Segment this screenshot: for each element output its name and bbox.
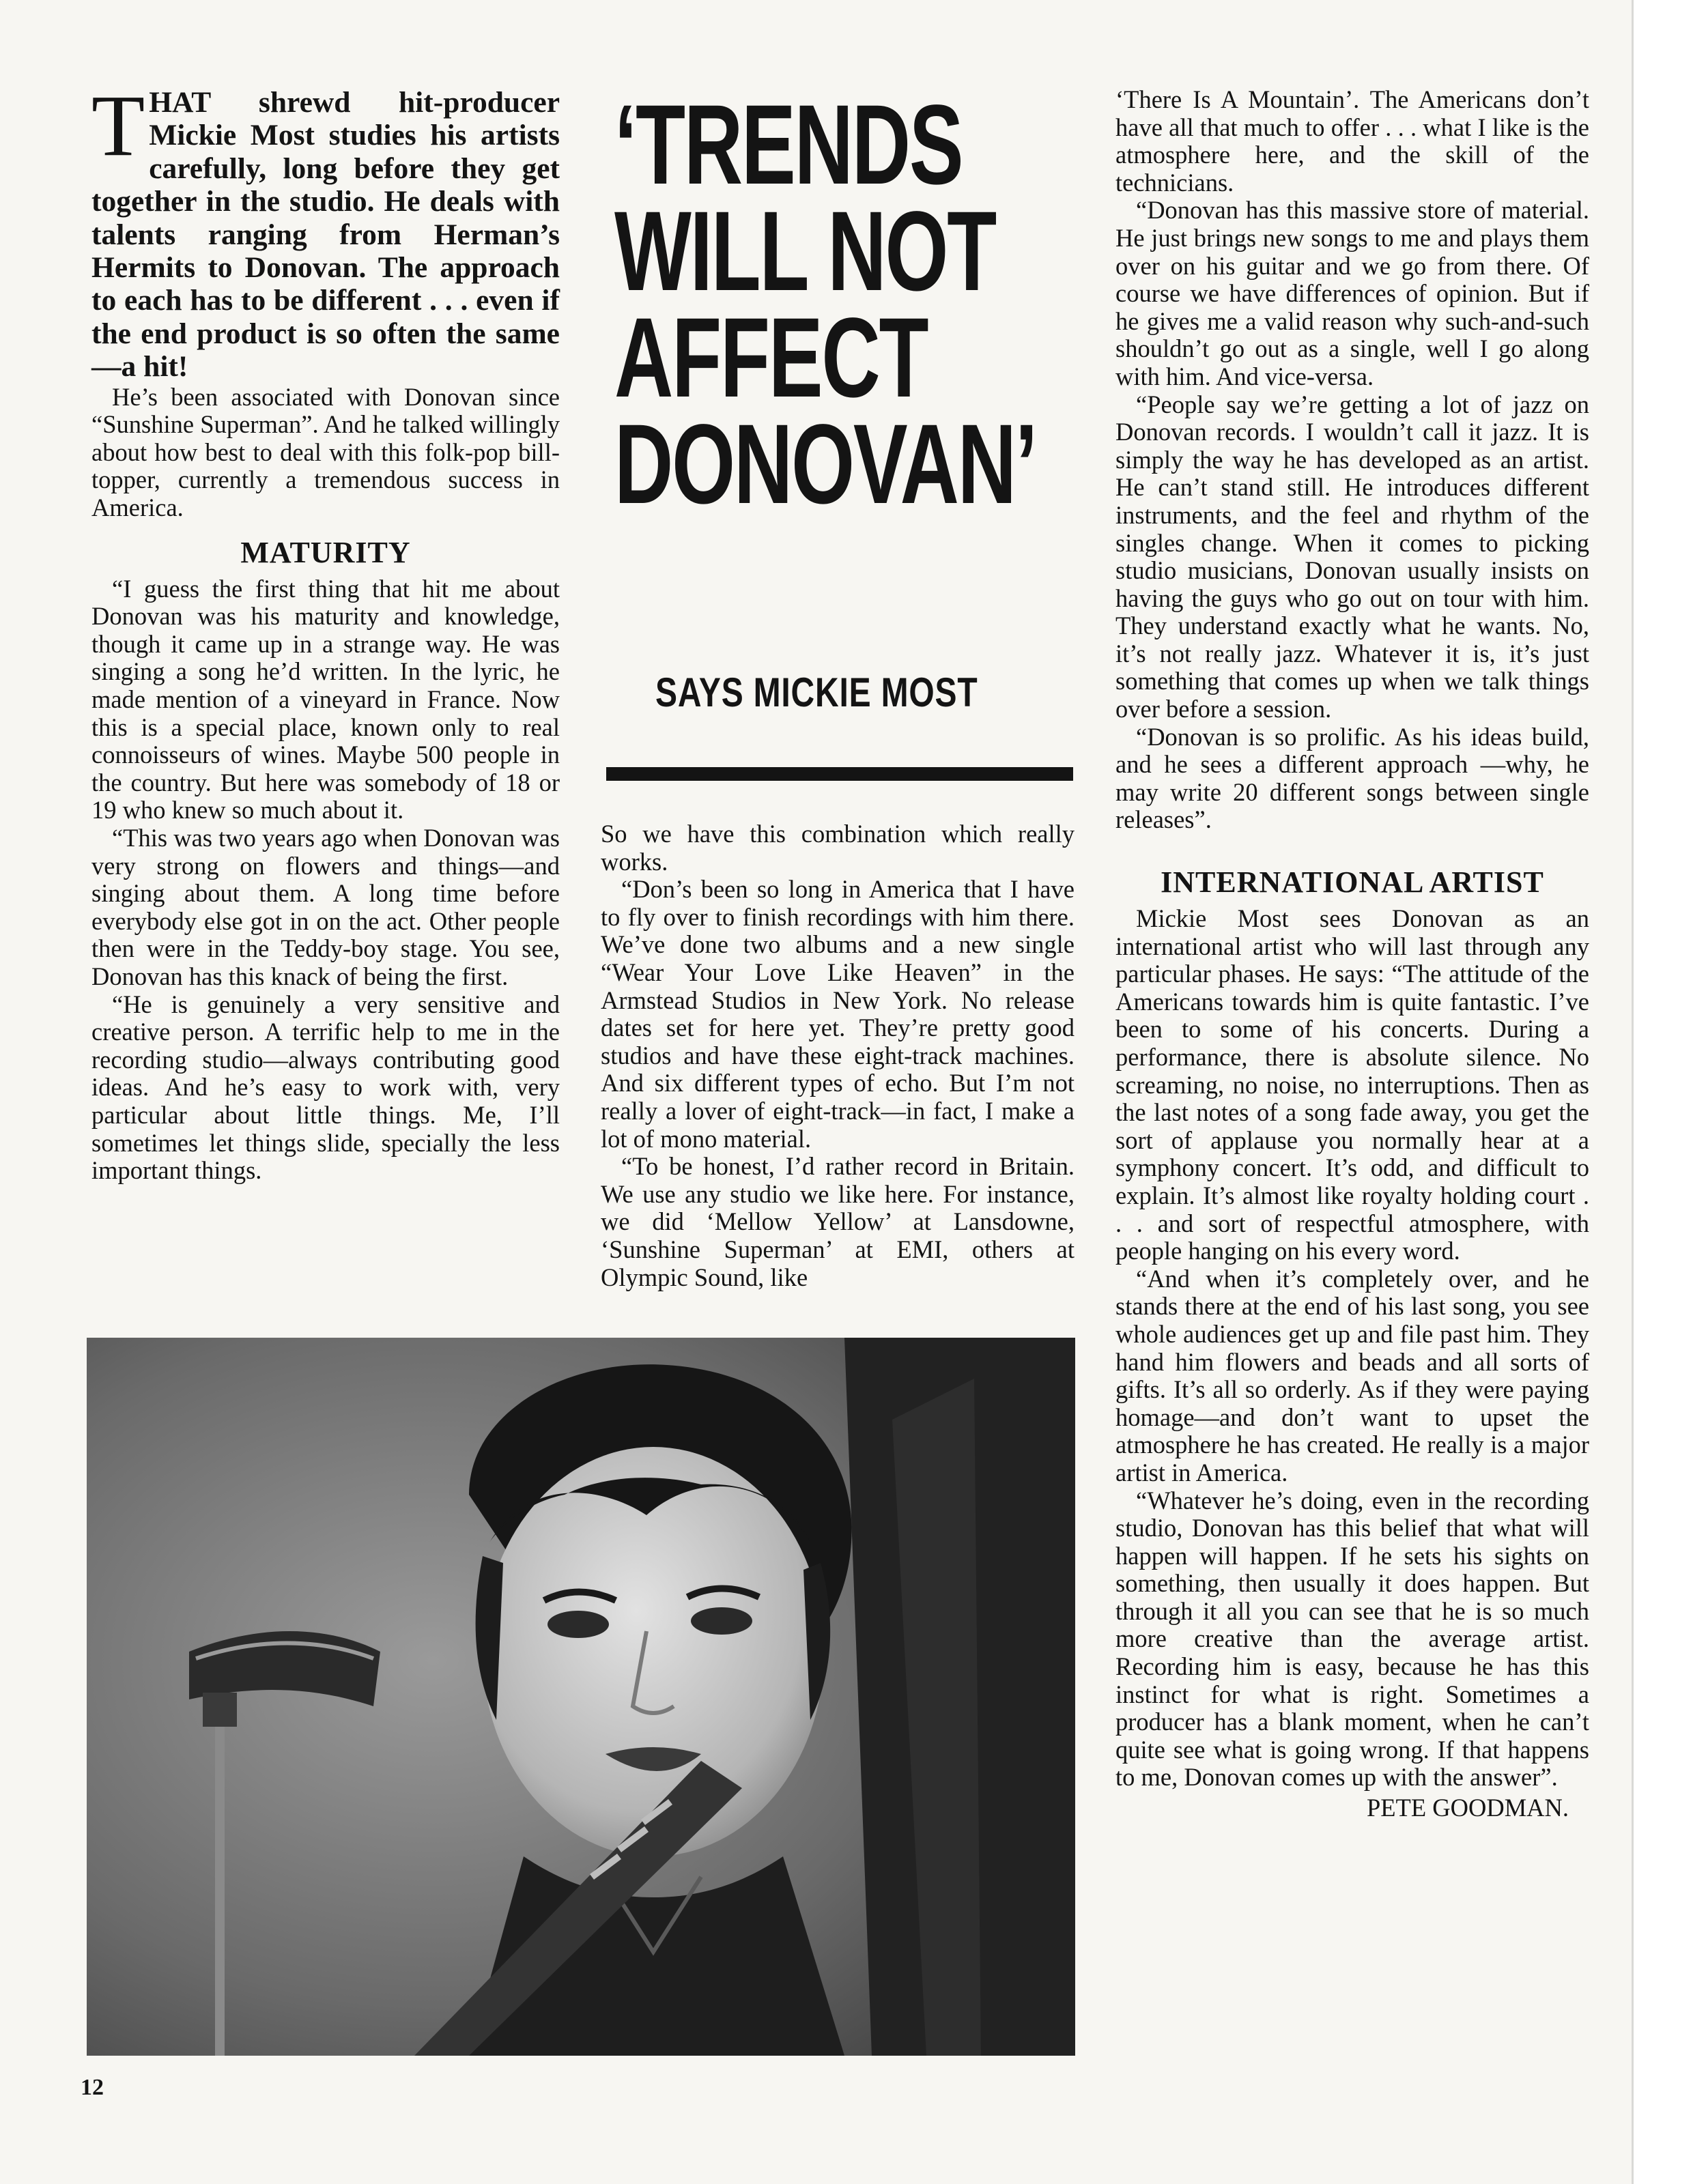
headline-line: WILL NOT xyxy=(614,188,996,315)
paragraph: “Whatever he’s doing, even in the recording studio, Donovan has this belief that what will happen will happen. If he sets his sights on something, then usually it does happen. But through it all you can see that he is so much more creative than the average artist. Recording him is easy, because he has this instinct for what is right. Sometimes a producer has a blank moment, when he can’t quite see what is going wrong. If that happens to me, Donovan comes up with the answer”. xyxy=(1115,1486,1589,1792)
divider-rule xyxy=(606,767,1073,781)
paragraph: “Don’s been so long in America that I have to fly over to finish recordings with him there. We’ve done two albums and a new single “Wear Your Love Like Heaven” in the Armstead Studios in New York. No release dates set for here yet. They’re pretty good studios and have these eight-track machines. And six different types of echo. But I’m not really a lover of eight-track—in fact, I make a lot of mono material. xyxy=(601,875,1075,1153)
subhead-international-artist: INTERNATIONAL ARTIST xyxy=(1161,865,1544,900)
byline: SAYS MICKIE MOST xyxy=(655,670,978,715)
author-signoff: PETE GOODMAN. xyxy=(1366,1794,1569,1822)
paragraph: “This was two years ago when Donovan was very strong on flowers and things—and singing about them. A long time before everybody else got in on the act. Other people then were in the Teddy-boy stage. You see, Donovan has this knack of being the first. xyxy=(91,823,560,990)
paragraph: So we have this combination which really works. xyxy=(601,820,1075,876)
column-left xyxy=(91,77,560,1185)
paragraph: ‘There Is A Mountain’. The Americans don’t have all that much to offer . . . what I like is the atmosphere here, and the skill of the technicians. xyxy=(1115,85,1589,197)
headline-line: DONOVAN’ xyxy=(614,401,1036,528)
article-photo xyxy=(87,1338,1075,2056)
column-middle xyxy=(601,820,1075,1291)
column-right xyxy=(1115,86,1589,1822)
singer-photo-illustration xyxy=(87,1338,1075,2056)
paragraph: He’s been associated with Donovan since “Sunshine Superman”. And he talked willingly about how best to deal with this folk-pop bill-topper, currently a tremendous success in America. xyxy=(91,382,560,522)
paragraph: “And when it’s completely over, and he stands there at the end of his last song, you see whole audiences get up and file past him. They hand him flowers and beads and all sorts of gifts. It’s all so orderly. As if they were paying homage—and don’t want to upset the atmosphere he has created. He really is a major artist in America. xyxy=(1115,1264,1589,1486)
paragraph: “I guess the first thing that hit me about Donovan was his maturity and knowledge, though it came up in a strange way. He was singing a song he’d written. In the lyric, he made mention of a vineyard in France. Now this is a special place, known only to real connoisseurs of wines. Maybe 500 people in the country. But here was somebody of 18 or 19 who knew so much about it. xyxy=(91,574,560,824)
paragraph: “He is genuinely a very sensitive and creative person. A terrific help to me in the recording studio—always contributing good ideas. And he’s easy to work with, very particular about little things. Me, I’ll sometimes let things slide, specially the less important things. xyxy=(91,990,560,1185)
headline-line: AFFECT xyxy=(614,295,928,421)
headline xyxy=(614,82,1036,528)
subhead-maturity: MATURITY xyxy=(240,535,411,569)
paragraph: “People say we’re getting a lot of jazz on Donovan records. I wouldn’t call it jazz. It is simply the way he has developed as an artist. He can’t stand still. He introduces different instruments, and the feel and rhythm of the singles change. When it comes to picking studio musicians, Donovan usually insists on having the guys who go out on tour with him. They understand exactly what he wants. No, it’s not really jazz. Whatever it is, it’s just something that comes up when we talk things over before a session. xyxy=(1115,390,1589,723)
paragraph: “Donovan has this massive store of material. He just brings new songs to me and plays them over on his guitar and we go from there. Of course we have differences of opinion. But if he gives me a valid reason why such-and-such shouldn’t go out as a single, well I go along with him. And vice-versa. xyxy=(1115,196,1589,390)
paragraph: “Donovan is so prolific. As his ideas build, and he sees a different approach —why, he may write 20 different songs between single releases”. xyxy=(1115,722,1589,834)
lead-text: HAT shrewd hit-producer Mickie Most studies his artists carefully, long before they get together in the studio. He deals with talents ranging from Herman’s Hermits to Donovan. The approach to each has to be different . . . even if the end product is so often the same—a hit! xyxy=(91,86,560,384)
lead-paragraph xyxy=(91,77,560,384)
page-edge xyxy=(1632,0,1693,2184)
paragraph: Mickie Most sees Donovan as an international artist who will last through any particular phases. He says: “The attitude of the Americans towards him is quite fantastic. I’ve been to some of his concerts. During a performance, there is absolute silence. No screaming, no noise, no interruptions. Then as the last notes of a song fade away, you get the sort of applause you normally hear at a symphony concert. It’s odd, and difficult to explain. It’s almost like royalty holding court . . . and sort of respectful atmosphere, with people hanging on his every word. xyxy=(1115,904,1589,1265)
drop-cap: T xyxy=(91,77,145,174)
headline-line: ‘TRENDS xyxy=(614,82,963,208)
page-number: 12 xyxy=(81,2075,104,2100)
paragraph: “To be honest, I’d rather record in Britain. We use any studio we like here. For instance, we did ‘Mellow Yellow’ at Lansdowne, ‘Sunshine Superman’ at EMI, others at Olympic Sound, like xyxy=(601,1152,1075,1291)
